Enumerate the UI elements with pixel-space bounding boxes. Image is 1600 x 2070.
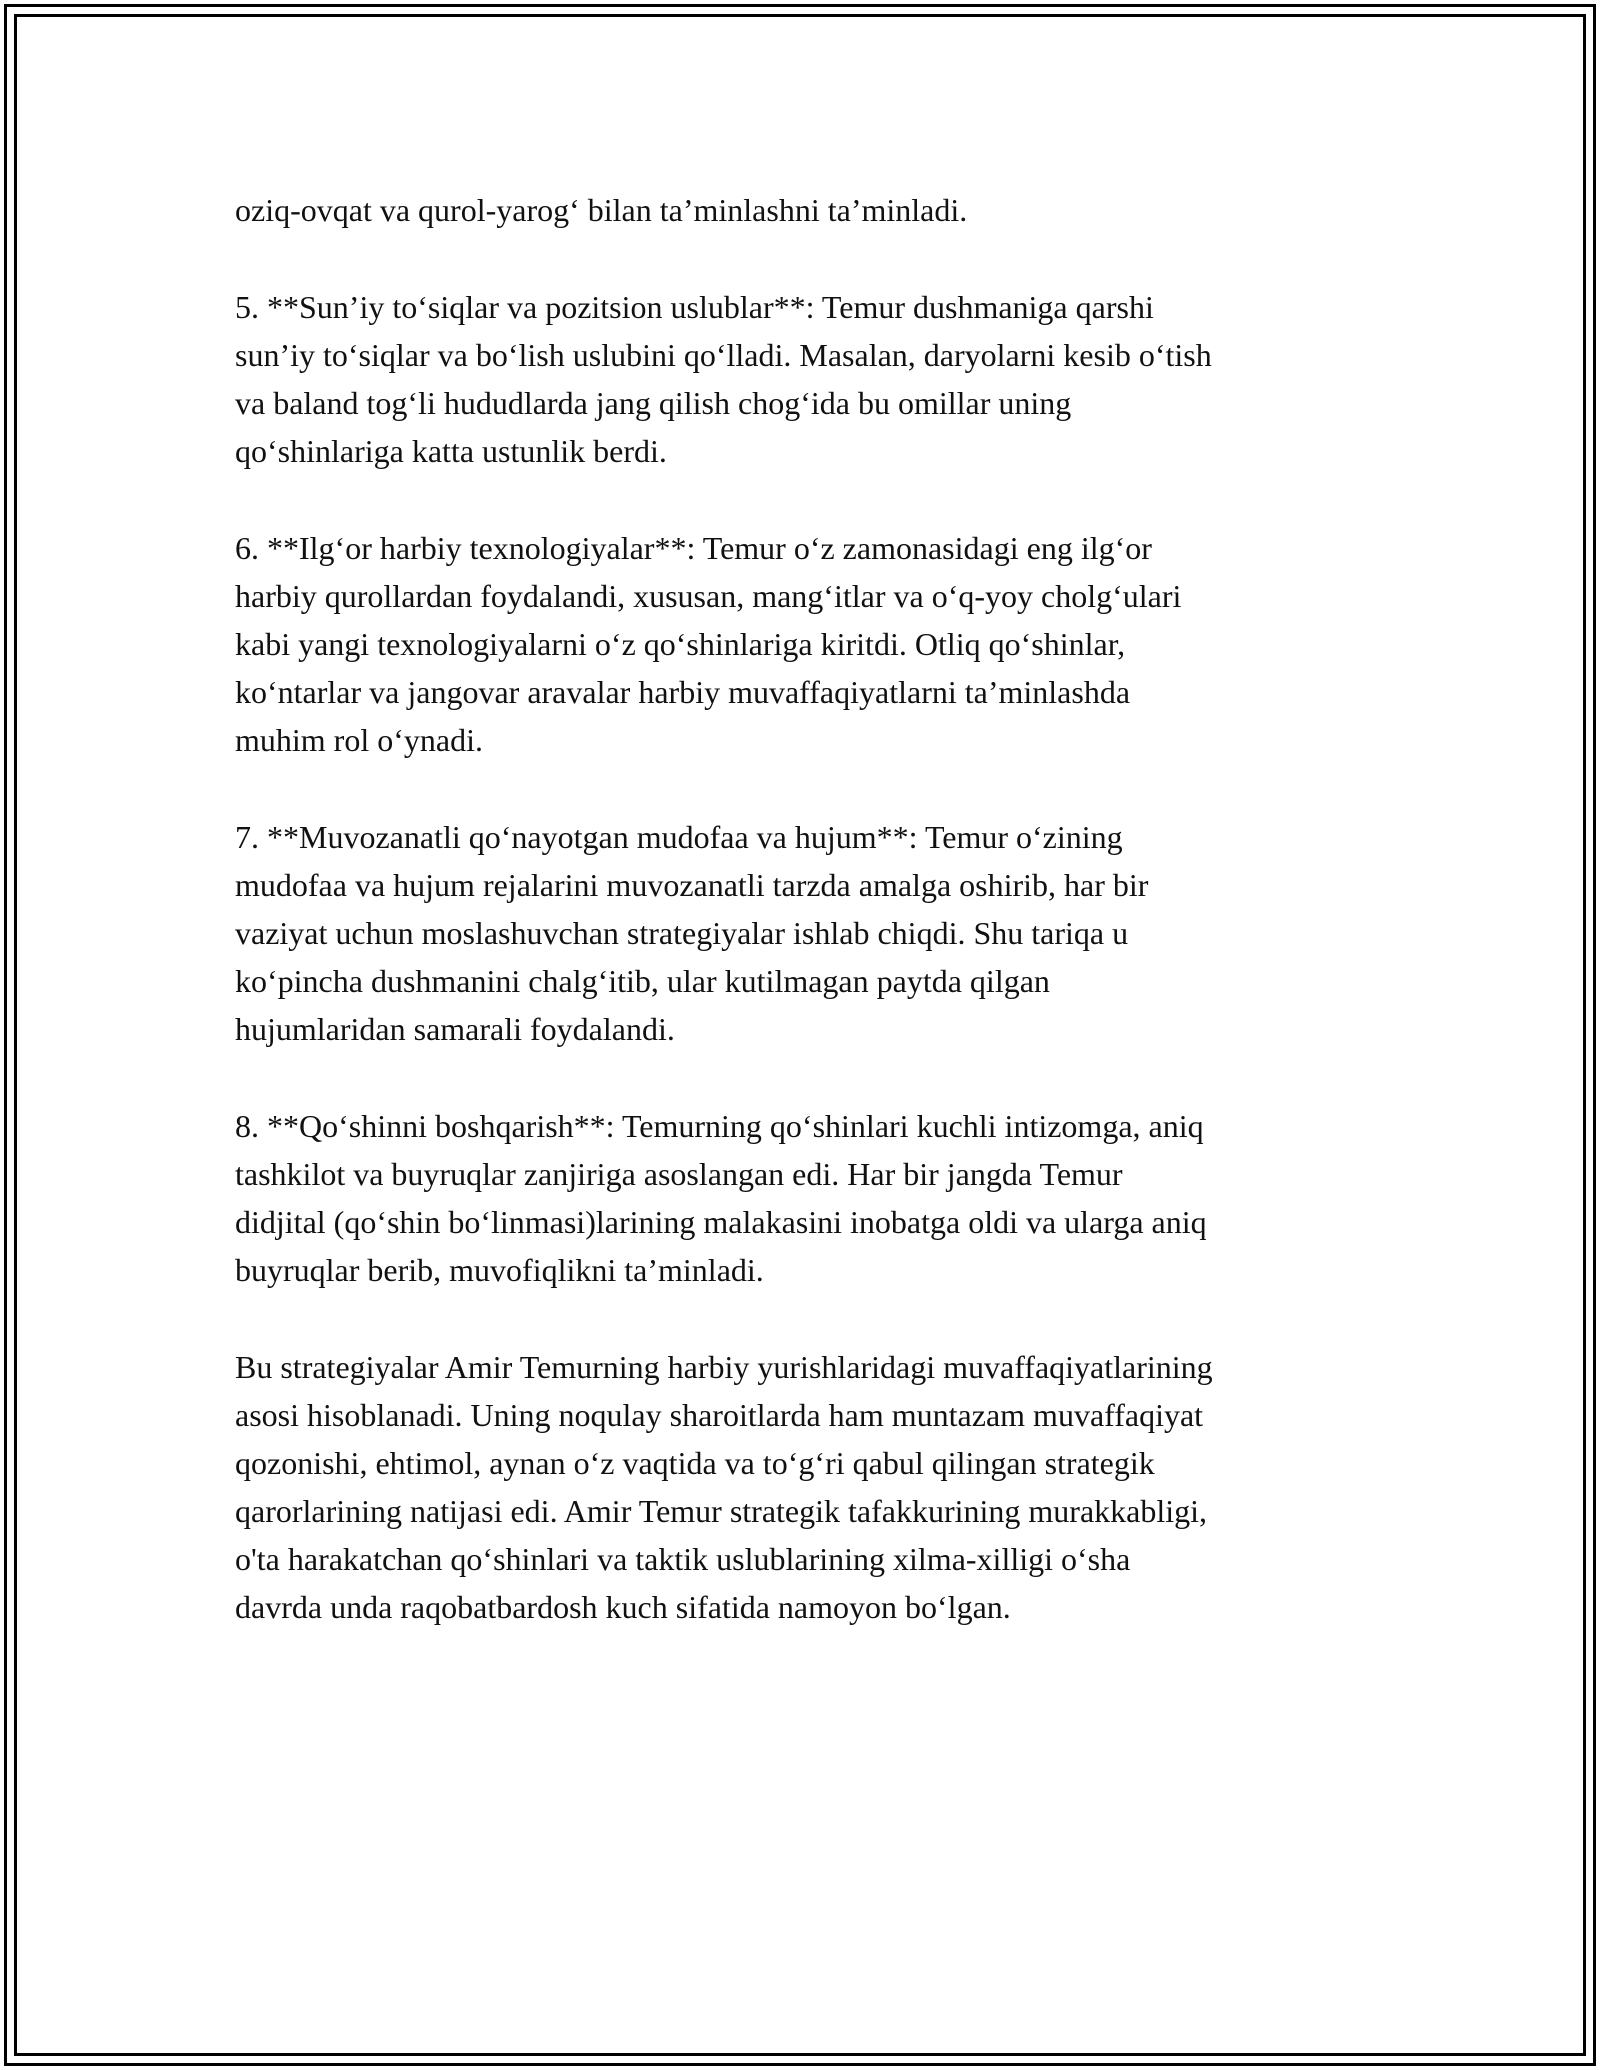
text-line: hujumlaridan samarali foydalandi. bbox=[235, 1011, 675, 1047]
text-line: didjital (qo‘shin bo‘linmasi)larining malakasini inobatga oldi va ularga aniq bbox=[235, 1204, 1207, 1240]
text-line: 8. **Qo‘shinni boshqarish**: Temurning qo‘shinlari kuchli intizomga, aniq bbox=[235, 1108, 1204, 1144]
paragraph-item-5 bbox=[235, 283, 1365, 475]
text-line: ko‘ntarlar va jangovar aravalar harbiy muvaffaqiyatlarni ta’minlashda bbox=[235, 674, 1131, 710]
text-line: vaziyat uchun moslashuvchan strategiyalar ishlab chiqdi. Shu tariqa u bbox=[235, 915, 1129, 951]
text-line: va baland tog‘li hududlarda jang qilish chog‘ida bu omillar uning bbox=[235, 385, 1072, 421]
paragraph-item-8 bbox=[235, 1102, 1365, 1294]
text-line: buyruqlar berib, muvofiqlikni ta’minladi. bbox=[235, 1252, 764, 1288]
text-line: kabi yangi texnologiyalarni o‘z qo‘shinlariga kiritdi. Otliq qo‘shinlar, bbox=[235, 626, 1126, 662]
text-line: ko‘pincha dushmanini chalg‘itib, ular kutilmagan paytda qilgan bbox=[235, 963, 1050, 999]
text-line: 6. **Ilg‘or harbiy texnologiyalar**: Temur o‘z zamonasidagi eng ilg‘or bbox=[235, 530, 1152, 566]
text-line: qarorlarining natijasi edi. Amir Temur strategik tafakkurining murakkabligi, bbox=[235, 1493, 1208, 1529]
text-line: oziq-ovqat va qurol-yarog‘ bilan ta’minlashni ta’minladi. bbox=[235, 192, 968, 228]
text-line: asosi hisoblanadi. Uning noqulay sharoitlarda ham muntazam muvaffaqiyat bbox=[235, 1397, 1204, 1433]
paragraph-continuation bbox=[235, 186, 1365, 234]
paragraph-item-7 bbox=[235, 813, 1365, 1053]
document-body bbox=[235, 186, 1365, 1680]
text-line: sun’iy to‘siqlar va bo‘lish uslubini qo‘lladi. Masalan, daryolarni kesib o‘tish bbox=[235, 337, 1212, 373]
text-line: mudofaa va hujum rejalarini muvozanatli tarzda amalga oshirib, har bir bbox=[235, 867, 1149, 903]
text-line: davrda unda raqobatbardosh kuch sifatida namoyon bo‘lgan. bbox=[235, 1589, 1011, 1625]
text-line: tashkilot va buyruqlar zanjiriga asoslangan edi. Har bir jangda Temur bbox=[235, 1156, 1123, 1192]
text-line: o'ta harakatchan qo‘shinlari va taktik uslublarining xilma-xilligi o‘sha bbox=[235, 1541, 1131, 1577]
text-line: harbiy qurollardan foydalandi, xususan, mang‘itlar va o‘q-yoy cholg‘ulari bbox=[235, 578, 1182, 614]
text-line: 5. **Sun’iy to‘siqlar va pozitsion uslublar**: Temur dushmaniga qarshi bbox=[235, 289, 1154, 325]
paragraph-conclusion bbox=[235, 1343, 1365, 1631]
text-line: 7. **Muvozanatli qo‘nayotgan mudofaa va hujum**: Temur o‘zining bbox=[235, 819, 1123, 855]
text-line: muhim rol o‘ynadi. bbox=[235, 722, 483, 758]
text-line: qo‘shinlariga katta ustunlik berdi. bbox=[235, 433, 667, 469]
text-line: Bu strategiyalar Amir Temurning harbiy yurishlaridagi muvaffaqiyatlarining bbox=[235, 1349, 1213, 1385]
paragraph-item-6 bbox=[235, 524, 1365, 764]
text-line: qozonishi, ehtimol, aynan o‘z vaqtida va to‘g‘ri qabul qilingan strategik bbox=[235, 1445, 1155, 1481]
